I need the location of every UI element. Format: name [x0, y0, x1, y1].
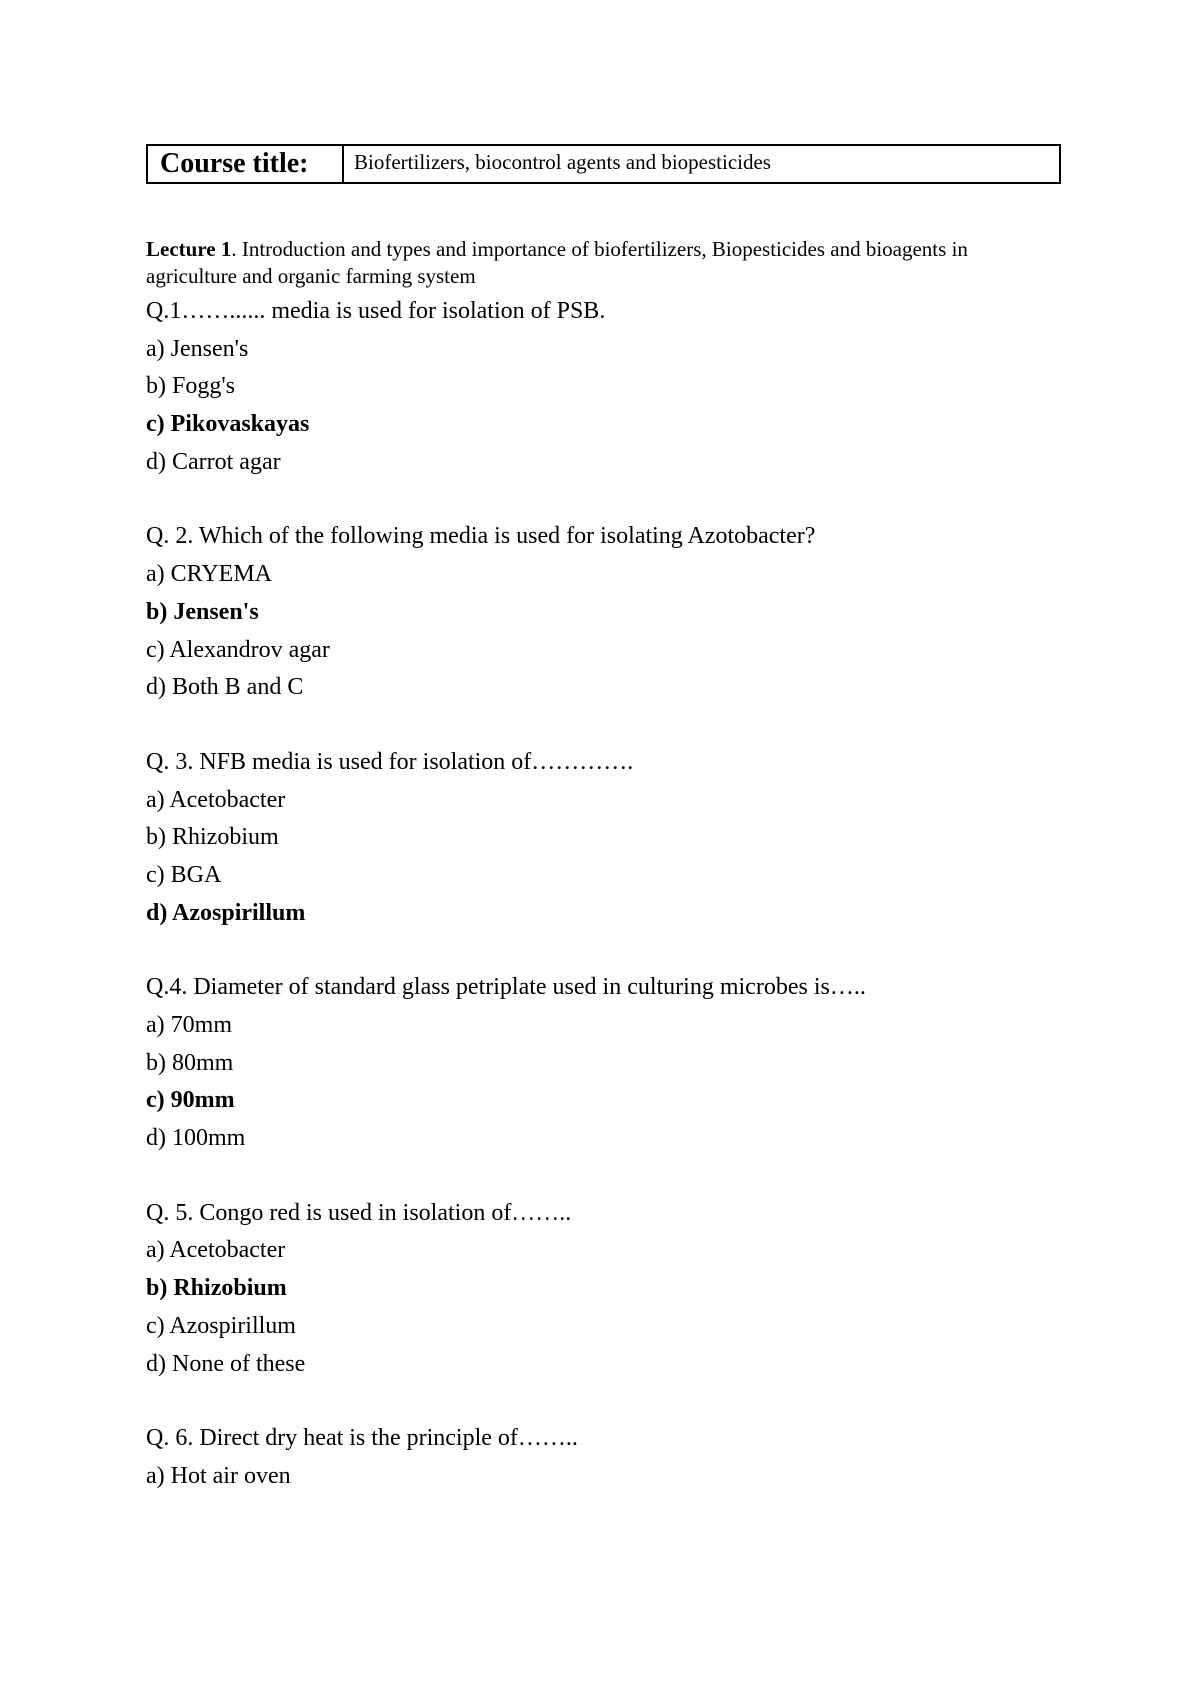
question-list [146, 293, 1046, 1533]
option-a: a) 70mm [146, 1012, 232, 1038]
option-b-correct: b) Rhizobium [146, 1275, 287, 1302]
option-b-correct: b) Jensen's [146, 598, 259, 625]
option-a: a) Jensen's [146, 335, 249, 362]
question-text: Q. 2. Which of the following media is used for isolating Azotobacter? [146, 523, 816, 550]
question-6 [146, 1420, 1046, 1495]
option-a: a) Hot air oven [146, 1462, 291, 1489]
option-d: d) None of these [146, 1350, 306, 1377]
lecture-text: . Introduction and types and importance of biofertilizers, Biopesticides and bioagents in agriculture and organic farming system [146, 237, 968, 288]
question-2 [146, 518, 1046, 706]
question-3 [146, 744, 1046, 932]
option-c: c) BGA [146, 861, 222, 888]
option-d-correct: d) Azospirillum [146, 899, 306, 926]
option-a: a) CRYEMA [146, 561, 272, 588]
option-c: c) Azospirillum [146, 1312, 296, 1339]
lecture-heading [146, 236, 1026, 290]
option-d: d) Carrot agar [146, 448, 281, 475]
option-b: b) 80mm [146, 1049, 234, 1076]
option-d: d) 100mm [146, 1125, 246, 1152]
course-title-label: Course title: [148, 146, 344, 182]
lecture-label: Lecture 1 [146, 237, 232, 261]
option-b: b) Rhizobium [146, 824, 279, 851]
question-text: Q. 6. Direct dry heat is the principle of…….. [146, 1425, 578, 1452]
option-c: c) Alexandrov agar [146, 636, 330, 663]
option-d: d) Both B and C [146, 674, 304, 701]
question-text: Q. 5. Congo red is used in isolation of…….. [146, 1199, 572, 1226]
question-text: Q.1……...... media is used for isolation of PSB. [146, 298, 606, 324]
question-5 [146, 1195, 1046, 1383]
question-4 [146, 969, 1046, 1157]
question-1 [146, 293, 1046, 481]
course-title-value: Biofertilizers, biocontrol agents and biopesticides [354, 149, 771, 174]
option-b: b) Fogg's [146, 373, 236, 400]
option-a: a) Acetobacter [146, 1237, 286, 1264]
question-text: Q.4. Diameter of standard glass petriplate used in culturing microbes is….. [146, 974, 866, 1001]
option-c-correct: c) 90mm [146, 1087, 235, 1114]
option-c-correct: c) Pikovaskayas [146, 411, 310, 438]
course-title-table [146, 144, 1061, 184]
question-text: Q. 3. NFB media is used for isolation of…………. [146, 748, 634, 775]
option-a: a) Acetobacter [146, 786, 286, 813]
